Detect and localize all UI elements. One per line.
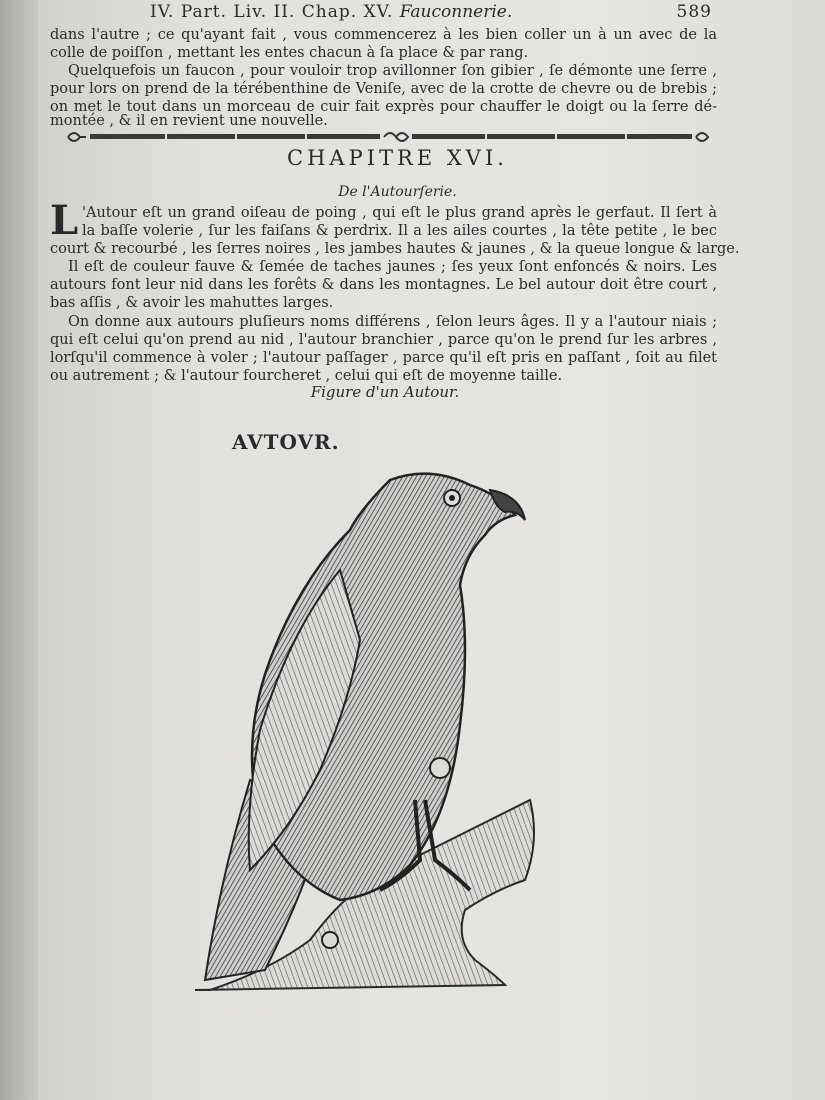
text-line: Il eſt de couleur fauve & ſemée de taches jaunes ; ſes yeux ſont enfoncés & noirs. Les [68,259,717,275]
page-number: 589 [676,2,712,22]
text-line: on met le tout dans un morceau de cuir fait exprès pour chauffer le doigt ou la ſerre dé- [50,99,717,115]
header-part: IV. Part. Liv. II. Chap. XV. [150,2,394,22]
text-line: bas aſſis , & avoir les mahuttes larges. [50,295,334,311]
text-line: pour lors on prend de la térébenthine de Veniſe, avec de la crotte de chevre ou de brebis ; [50,81,717,97]
chapter-subtitle: De l'Autourſerie. [338,184,457,200]
text-line: Quelquefois un faucon , pour vouloir trop avillonner ſon gibier , ſe démonte une ſerre , [68,63,717,79]
text-line: montée , & il en revient une nouvelle. [50,113,328,129]
drop-cap: L [50,197,79,244]
figure-caption: Figure d'un Autour. [310,383,460,401]
hawk-woodcut-illustration [190,460,570,1010]
text-line: On donne aux autours pluſieurs noms différens , ſelon leurs âges. Il y a l'autour niais ; [68,314,717,330]
text-line: autours font leur nid dans les forêts & dans les montagnes. Le bel autour doit être court , [50,277,717,293]
header-section: Fauconnerie. [399,2,513,22]
text-line: lorſqu'il commence à voler ; l'autour paſſager , parce qu'il eſt pris en paſſant , ſoit au filet [50,350,717,366]
running-header [150,2,710,22]
text-line: dans l'autre ; ce qu'ayant fait , vous commencerez à les bien coller un à un avec de la [50,27,717,43]
text-line: qui eſt celui qu'on prend au nid , l'autour branchier , parce qu'on le prend ſur les arbres , [50,332,717,348]
text-line: colle de poiſſon , mettant les entes chacun à ſa place & par rang. [50,45,529,61]
ornamental-rule [66,128,714,146]
figure-label: AVTOVR. [232,430,340,454]
text-line: la baſſe volerie , ſur les faiſans & perdrix. Il a les ailes courtes , la tête petite , le bec [82,223,717,239]
chapter-title: CHAPITRE XVI. [287,146,508,170]
text-line: court & recourbé , les ſerres noires , les jambes hautes & jaunes , & la queue longue & large. [50,241,740,257]
text-line: ou autrement ; & l'autour fourcheret , celui qui eſt de moyenne taille. [50,368,563,384]
text-line: 'Autour eſt un grand oiſeau de poing , qui eſt le plus grand après le gerfaut. Il ſert à [82,205,717,221]
